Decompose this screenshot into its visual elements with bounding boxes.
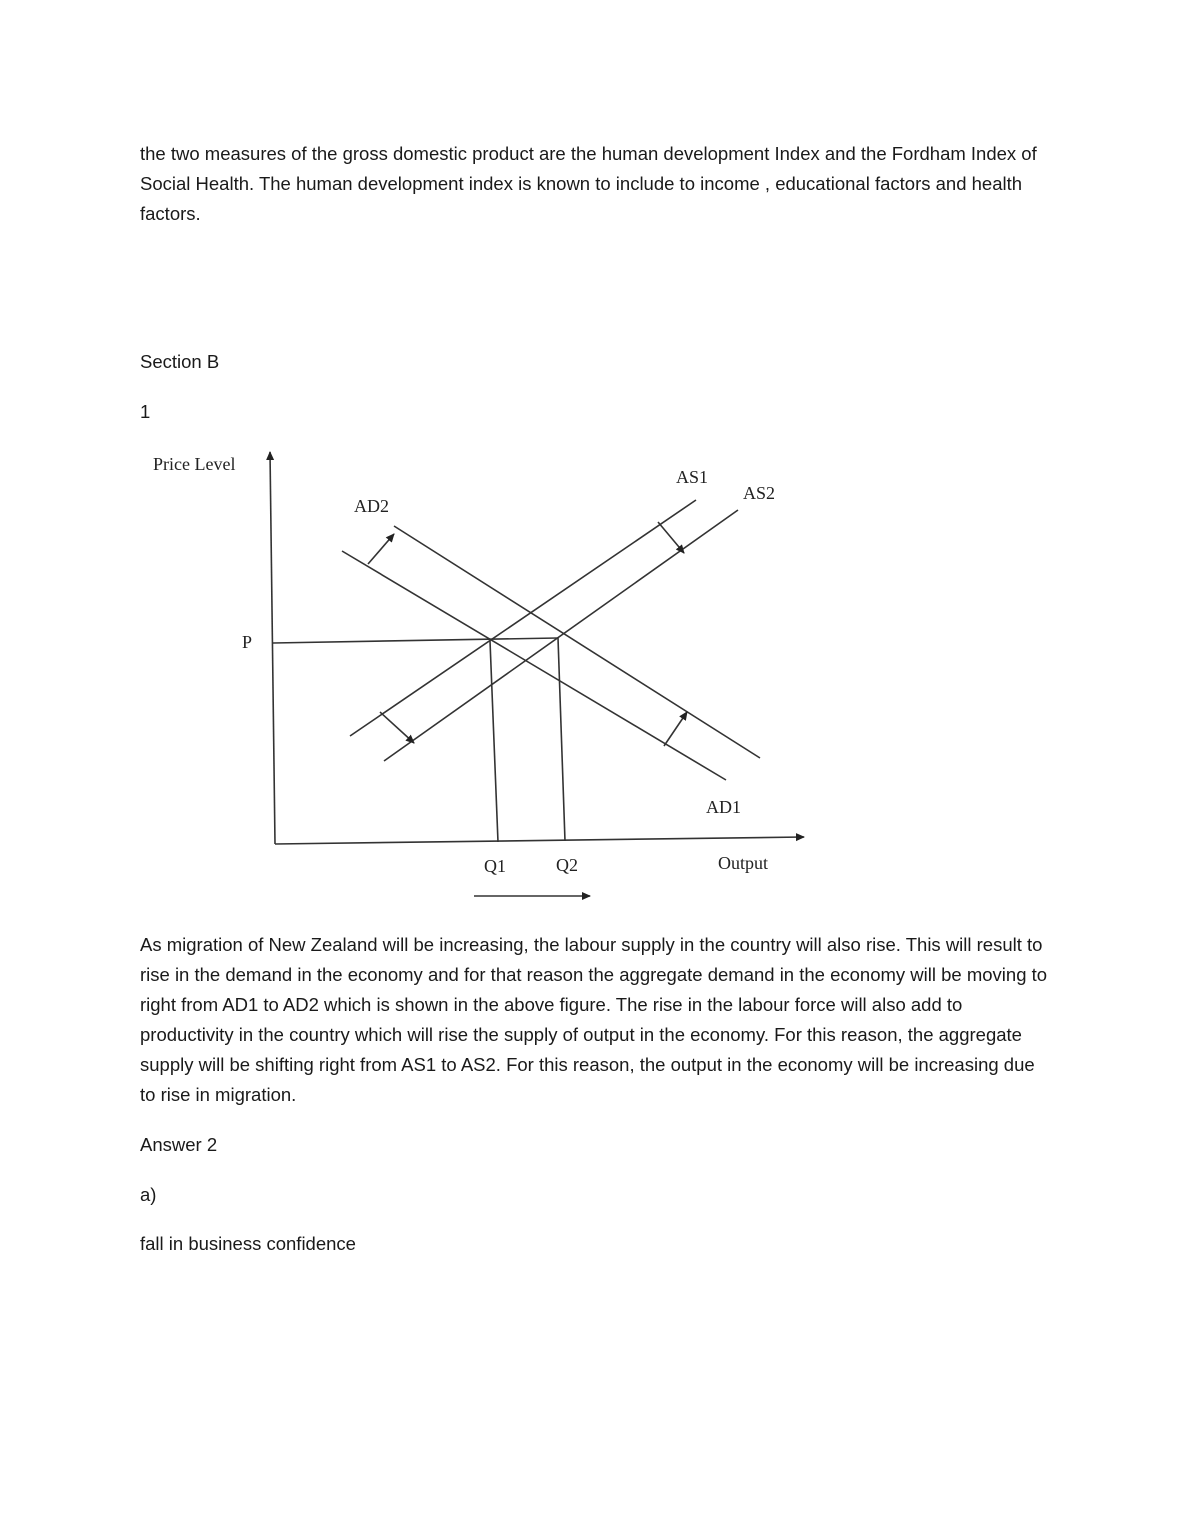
as2-label: AS2 — [743, 483, 776, 503]
ad2-curve — [394, 526, 760, 758]
as-shift-arrow-upper — [658, 522, 684, 553]
q2-line — [558, 638, 565, 841]
x-axis — [275, 837, 804, 844]
price-line — [273, 638, 558, 643]
ad1-curve — [342, 551, 726, 780]
q2-label: Q2 — [556, 855, 578, 875]
ad-shift-arrow-lower — [664, 712, 687, 746]
answer-heading: Answer 2 — [140, 1134, 218, 1155]
price-label: P — [242, 632, 253, 652]
section-heading: Section B — [140, 351, 220, 372]
as-shift-arrow-lower — [380, 712, 414, 743]
as1-label: AS1 — [676, 467, 709, 487]
intro-paragraph: the two measures of the gross domestic product are the human development Index and the Fordham Index of Social Health. The human development index is known to include to income , educational factors and health factors. — [140, 143, 1037, 224]
q1-label: Q1 — [484, 856, 506, 876]
ad-shift-arrow-upper — [368, 534, 394, 564]
answer-paragraph: fall in business confidence — [140, 1233, 356, 1254]
question-number: 1 — [140, 401, 151, 422]
ad1-label: AD1 — [706, 797, 741, 817]
q1-line — [490, 641, 498, 842]
part-label: a) — [140, 1184, 157, 1205]
y-axis-label: Price Level — [153, 454, 236, 474]
ad-as-diagram — [140, 440, 830, 910]
x-axis-label: Output — [718, 853, 769, 873]
explanation-paragraph: As migration of New Zealand will be increasing, the labour supply in the country will also rise. This will result to rise in the demand in the economy and for that reason the aggregate demand in the economy will be moving to right from AD1 to AD2 which is shown in the above figure. The rise in the labour force will also add to productivity in the country which will rise the supply of output in the economy. For this reason, the aggregate supply will be shifting right from AS1 to AS2. For this reason, the output in the economy will be increasing due to rise in migration. — [140, 934, 1048, 1105]
ad2-label: AD2 — [354, 496, 389, 516]
y-axis — [270, 452, 275, 844]
as1-curve — [350, 500, 696, 736]
